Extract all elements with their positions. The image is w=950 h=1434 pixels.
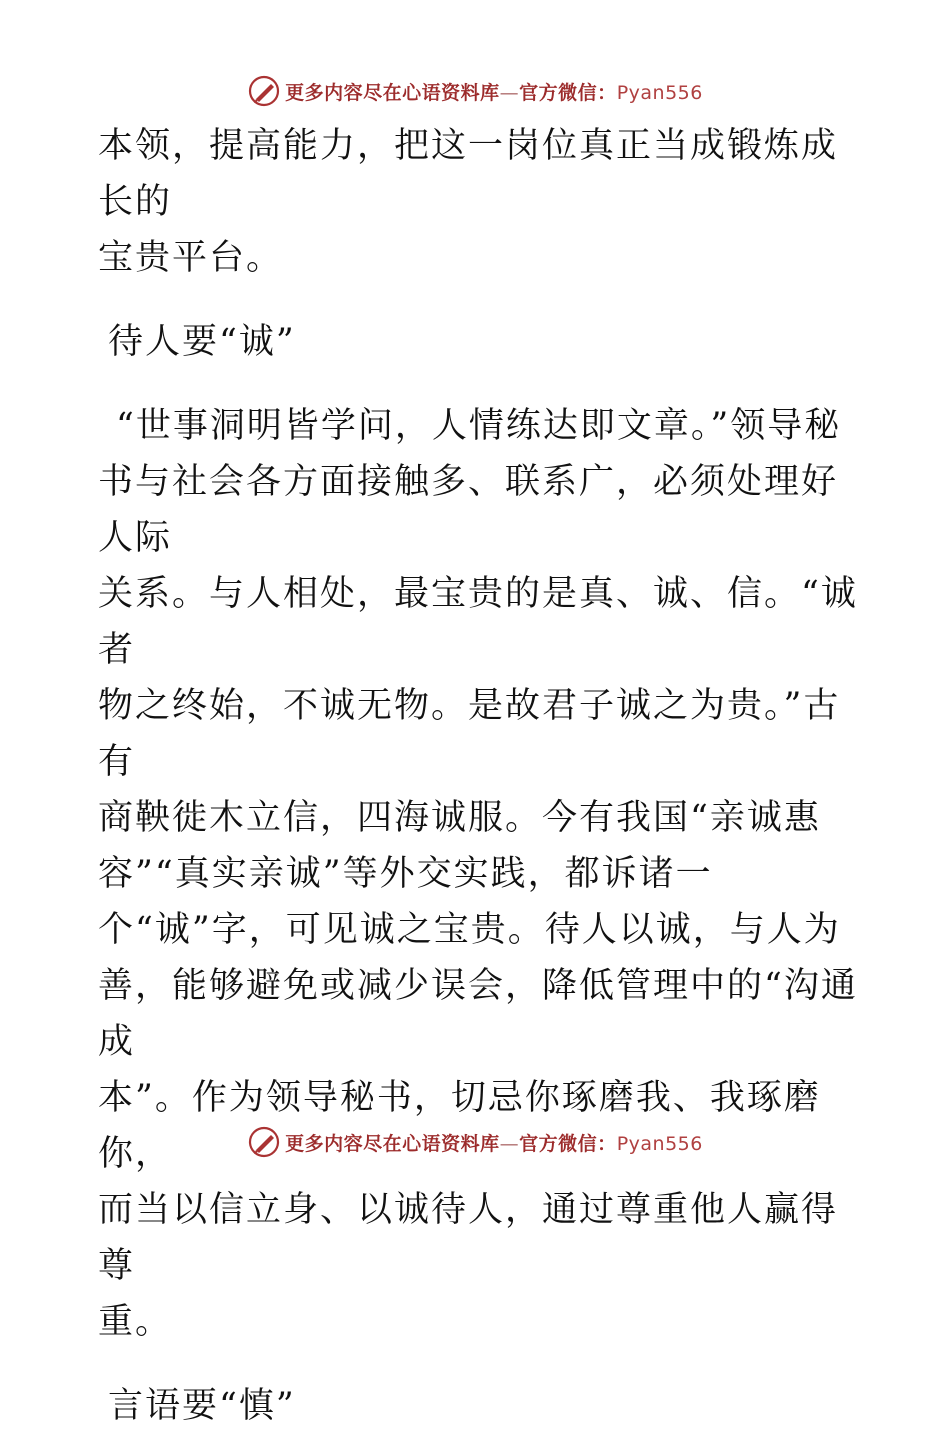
watermark-id: Pyan556: [616, 81, 703, 104]
header-watermark: [0, 74, 950, 108]
paragraph-line: 商鞅徙木立信，四海诚服。今有我国“亲诚惠: [98, 798, 821, 838]
paragraph-line: 物之终始，不诚无物。是故君子诚之为贵。”古有: [98, 686, 841, 782]
watermark-id: Pyan556: [616, 1132, 703, 1155]
watermark-separator: —: [499, 81, 520, 104]
paragraph-line: 关系。与人相处，最宝贵的是真、诚、信。“诚者: [98, 574, 858, 670]
paragraph-line: 重。: [98, 1302, 173, 1342]
watermark-text: [285, 78, 703, 105]
watermark-separator: —: [499, 1132, 520, 1155]
watermark-label: 官方微信：: [519, 1132, 617, 1155]
watermark-main: 更多内容尽在心语资料库: [285, 81, 500, 104]
pen-logo-icon: [247, 1125, 281, 1159]
paragraph-line: 本”。作为领导秘书，切忌你琢磨我、我琢磨你，: [98, 1078, 821, 1174]
document-body: [98, 118, 858, 1434]
pen-logo-icon: [247, 74, 281, 108]
watermark-main: 更多内容尽在心语资料库: [285, 1132, 500, 1155]
paragraph-line: 本领，提高能力，把这一岗位真正当成锻炼成长的: [98, 126, 839, 222]
footer-watermark: [0, 1125, 950, 1159]
paragraph-line: 而当以信立身、以诚待人，通过尊重他人赢得尊: [98, 1190, 839, 1286]
watermark-label: 官方微信：: [519, 81, 617, 104]
section-heading: 言语要“慎”: [108, 1386, 296, 1426]
paragraph-line: 容”“真实亲诚”等外交实践，都诉诸一: [98, 854, 713, 894]
paragraph-line: 善，能够避免或减少误会，降低管理中的“沟通成: [98, 966, 858, 1062]
paragraph-line: 宝贵平台。: [98, 238, 284, 278]
section-heading: 待人要“诚”: [108, 322, 296, 362]
paragraph-line: 个“诚”字，可见诚之宝贵。待人以诚，与人为: [98, 910, 841, 950]
paragraph-line: “世事洞明皆学问，人情练达即文章。”领导秘: [116, 406, 842, 446]
watermark-text: [285, 1129, 703, 1156]
paragraph-line: 书与社会各方面接触多、联系广，必须处理好人际: [98, 462, 839, 558]
